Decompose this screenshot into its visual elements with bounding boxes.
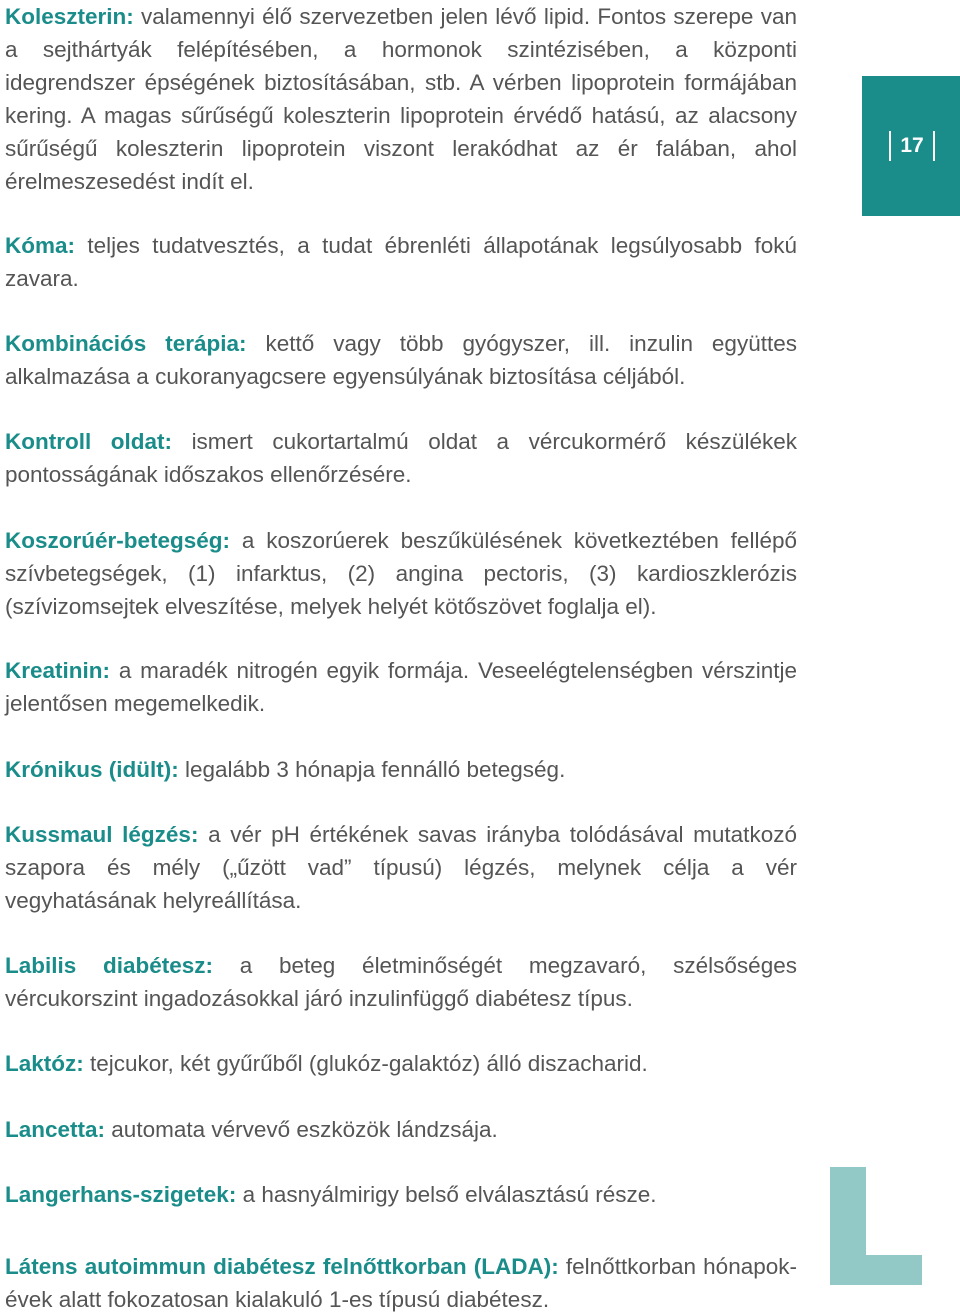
glossary-entry-lancetta [5, 1113, 797, 1146]
glossary-entry-kontroll-oldat [5, 425, 797, 491]
glossary-definition: a beteg életminőségét megzavaró, szélsőséges vércukorszint ingadozásokkal járó inzulinfüggő diabétesz típus. [5, 953, 797, 1011]
glossary-term: Langerhans-szigetek: [5, 1182, 237, 1207]
glossary-definition: a vér pH értékének savas irányba tolódásával mutatkozó szapora és mély („űzött vad” típusú) légzés, melynek célja a vér vegyhatásának helyreállítása. [5, 822, 797, 913]
glossary-entry-kronikus [5, 753, 797, 786]
glossary-entry-koleszterin [5, 0, 797, 198]
glossary-term: Kussmaul légzés: [5, 822, 199, 847]
section-letter-mark [830, 1167, 922, 1285]
glossary-definition: a hasnyálmirigy belső elválasztású része. [242, 1182, 657, 1207]
glossary-term: Lancetta: [5, 1117, 106, 1142]
glossary-definition: teljes tudatvesztés, a tudat ébrenléti állapotának legsúlyosabb fokú zavara. [5, 233, 797, 291]
glossary-term: Krónikus (idült): [5, 757, 179, 782]
glossary-definition: legalább 3 hónapja fennálló betegség. [185, 757, 566, 782]
glossary-definition: automata vérvevő eszközök lándzsája. [111, 1117, 498, 1142]
glossary-term: Kóma: [5, 233, 76, 258]
glossary-definition: kettő vagy több gyógyszer, ill. inzulin együttes alkalmazása a cukoranyagcsere egyensúlyának biztosítása céljából. [5, 331, 797, 389]
glossary-definition: felnőttkorban hónapok-évek alatt fokozatosan kialakuló 1-es típusú diabétesz. [5, 1254, 797, 1312]
glossary-term: Labilis diabétesz: [5, 953, 214, 978]
glossary-definition: valamennyi élő szervezetben jelen lévő lipid. Fontos szerepe van a sejthártyák felépítésében, a hormonok szintézisében, a központi idegrendszer épségének biztosításában, stb. A vérben lipoprotein formájában kering. A magas sűrűségű koleszterin lipoprotein érvédő hatású, az alacsony sűrűségű koleszterin lipoprotein viszont lerakódhat az ér falában, ahol érelmeszesedést indít el. [5, 4, 797, 194]
glossary-definition: tejcukor, két gyűrűből (glukóz-galaktóz) álló diszacharid. [90, 1051, 648, 1076]
glossary-entry-labilis-diabetesz [5, 949, 797, 1015]
glossary-term: Koszorúér-betegség: [5, 528, 231, 553]
glossary-entry-lada [5, 1250, 797, 1316]
glossary-term: Kreatinin: [5, 658, 111, 683]
glossary-term: Kombinációs terápia: [5, 331, 247, 356]
glossary-definition: a koszorúerek beszűkülésének következtében fellépő szívbetegségek, (1) infarktus, (2) angina pectoris, (3) kardioszklerózis (szívizomsejtek elveszítése, melyek helyét kötőszövet foglalja el). [5, 528, 797, 619]
glossary-entry-kombinacios-terapia [5, 327, 797, 393]
glossary-definition: a maradék nitrogén egyik formája. Veseelégtelenségben vérszintje jelentősen megemelkedik. [5, 658, 797, 716]
glossary-term: Koleszterin: [5, 4, 134, 29]
glossary-definition: ismert cukortartalmú oldat a vércukormérő készülékek pontosságának időszakos ellenőrzésére. [5, 429, 797, 487]
glossary-entry-koszorueer-betegseg [5, 524, 797, 623]
glossary-entry-kussmaul-legzes [5, 818, 797, 917]
glossary-entry-kreatinin [5, 654, 797, 720]
glossary-term: Látens autoimmun diabétesz felnőttkorban (LADA): [5, 1254, 559, 1279]
page-number: 17 [889, 131, 935, 161]
glossary-term: Laktóz: [5, 1051, 84, 1076]
glossary-entry-laktoz [5, 1047, 797, 1080]
glossary-entry-langerhans-szigetek [5, 1178, 797, 1211]
glossary-term: Kontroll oldat: [5, 429, 173, 454]
glossary-entry-koma [5, 229, 797, 295]
